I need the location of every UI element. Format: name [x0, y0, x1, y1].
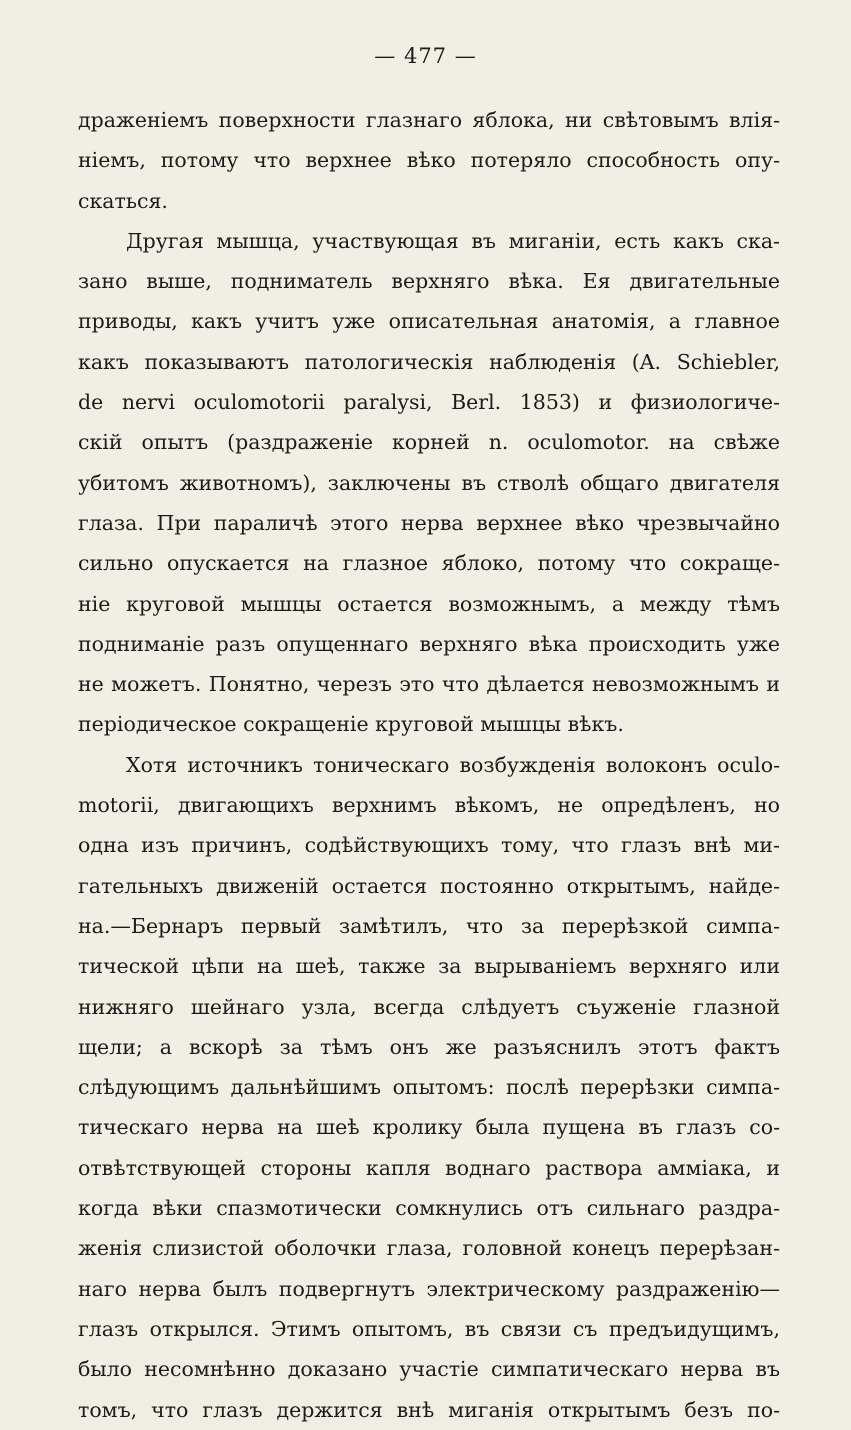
text-line: зано выше, подниматель верхняго вѣка. Ея двигательные — [78, 269, 780, 294]
text-line: щели; а вскорѣ за тѣмъ онъ же разъяснилъ этотъ фактъ — [78, 1034, 780, 1059]
text-line: какъ показываютъ патологическія наблюденія (A. Schiebler, — [78, 349, 780, 374]
text-line: гательныхъ движеній остается постоянно открытымъ, найде- — [78, 873, 780, 898]
text-line: женія слизистой оболочки глаза, головной конецъ перерѣзан- — [78, 1236, 780, 1261]
text-line: Другая мышца, участвующая въ миганіи, есть какъ ска- — [126, 228, 780, 253]
text-line: отвѣтствующей стороны капля воднаго раствора амміака, и — [78, 1155, 780, 1180]
text-line: ніемъ, потому что верхнее вѣко потеряло способность опу- — [78, 148, 780, 173]
text-line: глазъ открылся. Этимъ опытомъ, въ связи съ предъидущимъ, — [78, 1316, 780, 1341]
text-line: на.—Бернаръ первый замѣтилъ, что за перерѣзкой симпа- — [78, 913, 780, 938]
text-line: скій опытъ (раздраженіе корней n. oculomotor. на свѣже — [78, 430, 780, 455]
text-line: сильно опускается на глазное яблоко, потому что сокраще- — [78, 551, 780, 576]
text-line: одна изъ причинъ, содѣйствующихъ тому, что глазъ внѣ ми- — [78, 833, 780, 858]
text-line: не можетъ. Понятно, черезъ это что дѣлается невозможнымъ и — [78, 672, 780, 697]
text-line: когда вѣки спазмотически сомкнулись отъ сильнаго раздра- — [78, 1196, 780, 1221]
text-line: убитомъ животномъ), заключены въ стволѣ общаго двигателя — [78, 470, 780, 495]
text-line: наго нерва былъ подвергнутъ электрическому раздраженію— — [78, 1276, 780, 1301]
body-text — [78, 100, 780, 1430]
text-line: de nervi oculomotorii paralysi, Berl. 1853) и физиологиче- — [78, 390, 780, 415]
text-line: было несомнѣнно доказано участіе симпатическаго нерва въ — [78, 1357, 780, 1382]
text-line: тическаго нерва на шеѣ кролику была пущена въ глазъ со- — [78, 1115, 780, 1140]
text-line: motorii, двигающихъ верхнимъ вѣкомъ, не опредѣленъ, но — [78, 793, 780, 818]
text-line: Хотя источникъ тоническаго возбужденія волоконъ oculo- — [126, 752, 780, 777]
text-line: подниманіе разъ опущеннаго верхняго вѣка происходить уже — [78, 631, 780, 656]
text-line: драженіемъ поверхности глазнаго яблока, ни свѣтовымъ влія- — [78, 108, 780, 132]
text-line: приводы, какъ учитъ уже описательная анатомія, а главное — [78, 309, 780, 334]
text-line: нижняго шейнаго узла, всегда слѣдуетъ съуженіе глазной — [78, 994, 780, 1019]
text-line: скаться. — [78, 188, 168, 213]
text-line: періодическое сокращеніе круговой мышцы вѣкъ. — [78, 712, 624, 737]
text-line: слѣдующимъ дальнѣйшимъ опытомъ: послѣ перерѣзки симпа- — [78, 1075, 780, 1100]
page-number: — 477 — — [374, 44, 477, 68]
text-line: томъ, что глазъ держится внѣ миганія открытымъ безъ по- — [78, 1397, 780, 1422]
text-line: тической цѣпи на шеѣ, также за вырываніемъ верхняго или — [78, 954, 780, 979]
text-line: ніе круговой мышцы остается возможнымъ, а между тѣмъ — [78, 591, 780, 616]
text-line: глаза. При параличѣ этого нерва верхнее вѣко чрезвычайно — [78, 510, 780, 535]
